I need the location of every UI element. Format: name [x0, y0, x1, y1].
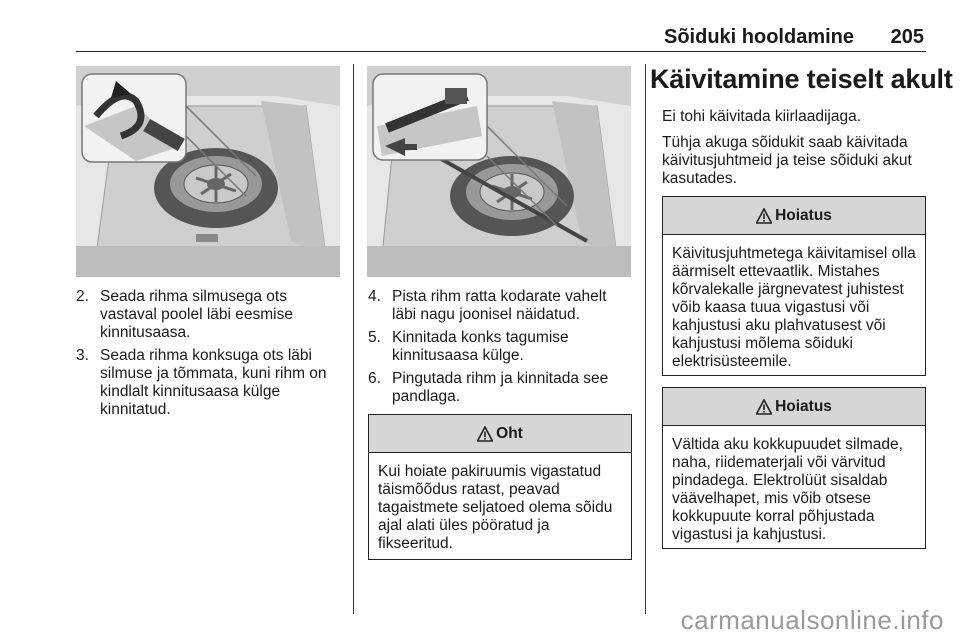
- list-item: [76, 288, 342, 342]
- paragraph: Tühja akuga sõidukit saab käivitada käivitusjuhtmeid ja teise sõiduki akut kasutades.: [662, 134, 912, 187]
- warning-notice: [662, 196, 926, 376]
- notice-header: [663, 197, 925, 235]
- step-text: Kinnitada konks tagumise kinnitusaasa külge.: [392, 329, 569, 364]
- page-number: 205: [890, 26, 924, 48]
- warning-notice: [662, 387, 926, 549]
- steps-list-middle: [368, 288, 632, 411]
- notice-title: Hoiatus: [775, 397, 832, 415]
- step-number: 4.: [368, 288, 381, 305]
- paragraph: Ei tohi käivitada kiirlaadijaga.: [662, 108, 862, 125]
- warning-triangle-icon: [756, 208, 772, 224]
- step-number: 6.: [368, 370, 381, 387]
- list-item: [76, 347, 342, 419]
- column-divider: [645, 64, 646, 614]
- list-item: [368, 288, 632, 324]
- steps-list-left: [76, 288, 342, 424]
- header-title: Sõiduki hooldamine: [663, 26, 854, 48]
- step-text: Pista rihm ratta kodarate vahelt läbi nagu joonisel näidatud.: [392, 288, 607, 323]
- notice-header: [663, 388, 925, 426]
- step-text: Seada rihma silmusega ots vastaval poolel läbi eesmise kinnitusaasa.: [100, 288, 293, 341]
- notice-text: Käivitusjuhtmetega käivitamisel olla äärmiselt ettevaatlik. Mistahes kõrvalekalle järgnevatest juhistest võib kaasa tuua vigastusi või kahjustusi aku plahvatusest või kahjustusi mõlema sõiduki elektrisüsteemile.: [672, 245, 916, 370]
- notice-title: Oht: [496, 424, 523, 442]
- page-header: [76, 22, 926, 52]
- step-text: Pingutada rihm ja kinnitada see pandlaga.: [392, 370, 609, 405]
- danger-notice: [368, 414, 632, 560]
- notice-text: Vältida aku kokkupuudet silmade, naha, riidematerjali või värvitud pindadega. Elektrolüüt sisaldab väävelhapet, mis võib otsese kokkupuute korral põhjustada vigastusi ja kahjustusi.: [672, 436, 903, 543]
- column-divider: [353, 64, 354, 614]
- spare-wheel-strap-figure-middle: [367, 66, 631, 277]
- warning-triangle-icon: [477, 426, 493, 442]
- step-text: Seada rihma konksuga ots läbi silmuse ja tõmmata, kuni rihm on kindlalt kinnitusaasa külge kinnitatud.: [100, 347, 327, 418]
- watermark: carmanualsonline.info: [680, 605, 944, 635]
- section-heading: Käivitamine teiselt akult: [650, 64, 953, 94]
- step-number: 5.: [368, 329, 381, 346]
- spare-wheel-strap-figure-left: [76, 66, 340, 277]
- step-number: 2.: [76, 288, 89, 305]
- list-item: [368, 370, 632, 406]
- step-number: 3.: [76, 347, 89, 364]
- notice-header: [369, 415, 631, 453]
- notice-text: Kui hoiate pakiruumis vigastatud täismõõdus ratast, peavad tagaistmete seljatoed olema sõidu ajal alati üles pööratud ja fikseeritud.: [378, 463, 613, 552]
- notice-title: Hoiatus: [775, 206, 832, 224]
- warning-triangle-icon: [756, 399, 772, 415]
- list-item: [368, 329, 632, 365]
